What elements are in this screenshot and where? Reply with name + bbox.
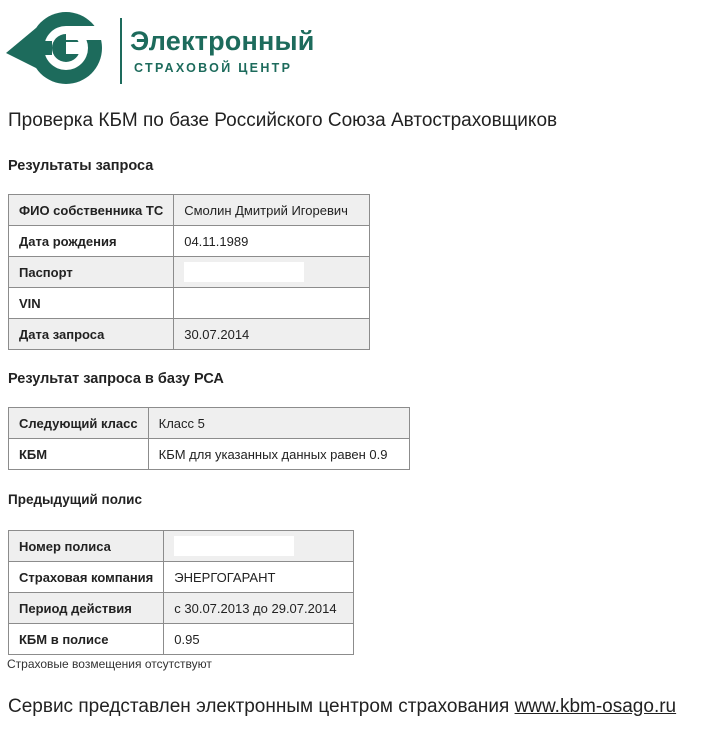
page-title: Проверка КБМ по базе Российского Союза Автостраховщиков <box>8 110 558 131</box>
table-row <box>9 288 370 319</box>
request-results-table <box>8 194 370 350</box>
table-row <box>9 439 410 470</box>
rsa-result-table <box>8 407 410 470</box>
row-label-next-class: Следующий класс <box>9 408 149 439</box>
row-label-kbm: КБМ <box>9 439 149 470</box>
row-value-policy-number <box>164 531 354 562</box>
row-value-insurer: ЭНЕРГОГАРАНТ <box>164 562 354 593</box>
footer-text: Сервис представлен электронным центром страхования <box>8 696 515 717</box>
table-row <box>9 257 370 288</box>
row-label-vin: VIN <box>9 288 174 319</box>
table-row <box>9 562 354 593</box>
redacted-field <box>174 536 294 556</box>
footer-link[interactable]: www.kbm-osago.ru <box>514 696 677 717</box>
row-value-birthdate: 04.11.1989 <box>174 226 370 257</box>
row-label-passport: Паспорт <box>9 257 174 288</box>
table-row <box>9 319 370 350</box>
row-value-passport <box>174 257 370 288</box>
redacted-field <box>184 262 304 282</box>
row-label-owner: ФИО собственника ТС <box>9 195 174 226</box>
logo-title: Электронный <box>130 26 315 56</box>
row-value-vin <box>174 288 370 319</box>
previous-policy-table <box>8 530 354 655</box>
row-label-policy-kbm: КБМ в полисе <box>9 624 164 655</box>
table-row <box>9 531 354 562</box>
table-row <box>9 624 354 655</box>
logo-divider <box>120 18 122 84</box>
row-value-next-class: Класс 5 <box>148 408 409 439</box>
logo-subtitle: СТРАХОВОЙ ЦЕНТР <box>134 61 293 75</box>
rsa-result-heading: Результат запроса в базу РСА <box>8 371 224 387</box>
row-label-request-date: Дата запроса <box>9 319 174 350</box>
request-results-heading: Результаты запроса <box>8 158 154 174</box>
table-row <box>9 226 370 257</box>
row-label-policy-number: Номер полиса <box>9 531 164 562</box>
table-row <box>9 593 354 624</box>
claims-note: Страховые возмещения отсутствуют <box>7 657 212 671</box>
row-value-kbm: КБМ для указанных данных равен 0.9 <box>148 439 409 470</box>
row-label-insurer: Страховая компания <box>9 562 164 593</box>
previous-policy-heading: Предыдущий полис <box>8 492 142 507</box>
table-row <box>9 195 370 226</box>
table-row <box>9 408 410 439</box>
row-value-period: с 30.07.2013 до 29.07.2014 <box>164 593 354 624</box>
row-value-request-date: 30.07.2014 <box>174 319 370 350</box>
row-label-birthdate: Дата рождения <box>9 226 174 257</box>
footer <box>8 696 676 718</box>
company-logo-icon <box>6 8 114 90</box>
row-value-policy-kbm: 0.95 <box>164 624 354 655</box>
row-value-owner: Смолин Дмитрий Игоревич <box>174 195 370 226</box>
row-label-period: Период действия <box>9 593 164 624</box>
